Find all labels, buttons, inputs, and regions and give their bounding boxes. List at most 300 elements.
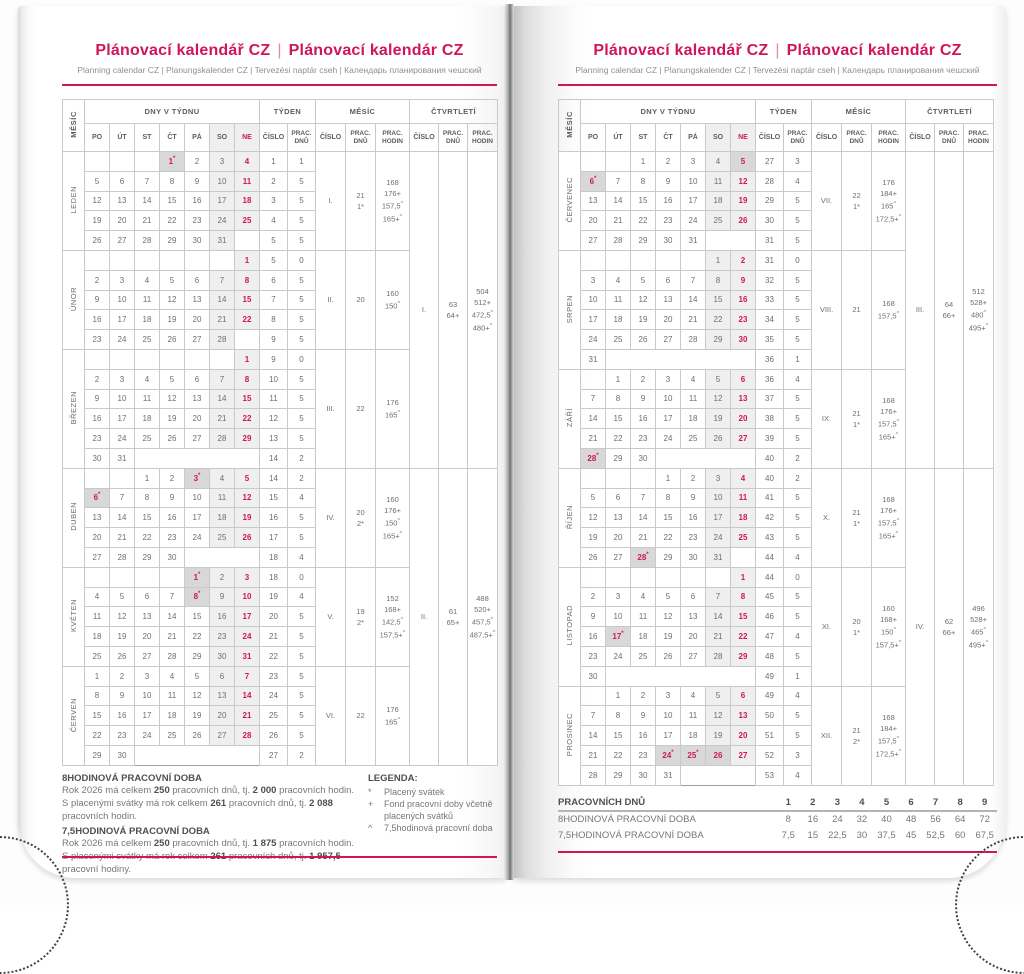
week-number-header: ČÍSLO	[756, 124, 784, 152]
month-label	[63, 666, 85, 765]
workdays-hours-footer	[558, 795, 997, 843]
day-cell: 21	[110, 528, 135, 548]
day-cell: 15	[235, 389, 260, 409]
day-cell: 6	[606, 488, 631, 508]
day-cell: 6	[656, 270, 681, 290]
decorative-element: *	[198, 571, 201, 578]
empty-days-region	[681, 765, 756, 785]
day-header-cell: SO	[706, 124, 731, 152]
quarter-hours-cell: 504 512+ 472,5^ 480+^	[468, 152, 498, 469]
quarter-group-header: ČTVRTLETÍ	[906, 100, 994, 124]
day-cell: 19	[235, 508, 260, 528]
decorative-element: MĚSÍC	[565, 111, 574, 138]
day-cell: 29	[706, 330, 731, 350]
day-cell: 31	[581, 349, 606, 369]
month-hours-cell: 160 168+ 150^ 157,5+^	[872, 567, 906, 686]
day-cell: 14	[581, 409, 606, 429]
day-cell: 28	[235, 726, 260, 746]
day-cell: 20	[681, 627, 706, 647]
empty-days-region	[731, 547, 756, 567]
week-number-cell: 11	[260, 389, 288, 409]
day-cell	[85, 349, 110, 369]
days-group-header: DNY V TÝDNU	[85, 100, 260, 124]
day-cell	[631, 250, 656, 270]
week-workdays-cell: 5	[784, 508, 812, 528]
decorative-element: ^	[896, 736, 900, 742]
month-number-cell: VIII.	[812, 250, 842, 369]
day-cell: 11	[706, 171, 731, 191]
day-cell: 16	[160, 508, 185, 528]
day-cell: 31	[681, 231, 706, 251]
week-workdays-cell: 4	[288, 488, 316, 508]
day-cell: 9	[731, 270, 756, 290]
day-cell: 14	[706, 607, 731, 627]
day-cell: 19	[631, 310, 656, 330]
decorative-element	[559, 124, 994, 152]
day-cell: 21	[135, 211, 160, 231]
week-number-cell: 22	[260, 646, 288, 666]
week-workdays-cell: 5	[784, 211, 812, 231]
day-cell: 19	[85, 211, 110, 231]
day-cell: 17	[210, 191, 235, 211]
day-cell	[581, 686, 606, 706]
day-cell: 17	[185, 508, 210, 528]
day-cell: 30	[631, 448, 656, 468]
day-cell: 9	[631, 706, 656, 726]
day-cell: 8	[606, 389, 631, 409]
day-cell: 23	[581, 646, 606, 666]
workdays-value-row	[558, 827, 997, 843]
day-cell: 28	[706, 646, 731, 666]
day-cell: 7	[110, 488, 135, 508]
day-cell: 25	[135, 330, 160, 350]
day-cell: 19	[160, 409, 185, 429]
day-cell: 14	[210, 389, 235, 409]
day-cell: 18	[210, 508, 235, 528]
month-label	[63, 349, 85, 468]
day-cell: 14	[631, 508, 656, 528]
workhours-count: 2 000	[252, 784, 277, 796]
day-cell: 17	[135, 706, 160, 726]
day-cell: 24	[656, 429, 681, 449]
decorative-element: ^	[898, 748, 902, 755]
work-time-line: Rok 2026 má celkem 250 pracovních dnů, tj. 2 000 pracovních hodin.	[62, 784, 355, 796]
legend-item	[368, 786, 496, 798]
day-cell: 18	[631, 627, 656, 647]
week-number-cell: 2	[260, 171, 288, 191]
decorative-element: ^	[985, 322, 989, 329]
day-cell	[135, 250, 160, 270]
day-cell: 31	[656, 765, 681, 785]
day-cell: 18	[235, 191, 260, 211]
day-cell: 19	[110, 627, 135, 647]
month-group-header: MĚSÍC	[812, 100, 906, 124]
decorative-element: ^	[895, 431, 899, 438]
quarter-hours-cell: 496 528+ 465^ 495+^	[964, 468, 994, 785]
day-cell: 5	[706, 369, 731, 389]
day-cell: 8	[235, 270, 260, 290]
day-cell: 28	[581, 765, 606, 785]
day-cell: 14	[210, 290, 235, 310]
day-cell: 27	[85, 547, 110, 567]
day-cell: 7	[631, 488, 656, 508]
day-cell: 29	[731, 646, 756, 666]
week-workdays-cell: 5	[288, 706, 316, 726]
week-workdays-cell: 5	[288, 409, 316, 429]
day-cell: 11	[681, 706, 706, 726]
week-workdays-cell: 5	[288, 429, 316, 449]
week-number-cell: 37	[756, 389, 784, 409]
decorative-element: *	[198, 591, 201, 598]
day-cell: 5	[160, 369, 185, 389]
decorative-element	[63, 152, 498, 766]
week-number-cell: 14	[260, 448, 288, 468]
day-header-cell: PO	[581, 124, 606, 152]
day-cell: 24	[210, 211, 235, 231]
day-cell: 29	[160, 231, 185, 251]
day-cell	[581, 152, 606, 172]
workdays-col-header: 2	[801, 795, 826, 811]
day-cell: 29	[85, 745, 110, 765]
day-cell: 24	[110, 429, 135, 449]
day-cell: 16	[656, 191, 681, 211]
week-number-cell: 12	[260, 409, 288, 429]
day-cell: 4	[135, 369, 160, 389]
month-workdays-cell: 21 1*	[842, 369, 872, 468]
day-cell	[606, 468, 631, 488]
day-cell: 26	[185, 726, 210, 746]
legend-item	[368, 822, 496, 834]
week-workdays-cell: 5	[288, 369, 316, 389]
month-number-cell: XI.	[812, 567, 842, 686]
day-header-cell: ČT	[656, 124, 681, 152]
week-workdays-cell: 0	[784, 567, 812, 587]
day-cell	[581, 468, 606, 488]
day-cell: 5	[631, 270, 656, 290]
day-cell: 10	[210, 171, 235, 191]
week-number-cell: 31	[756, 231, 784, 251]
empty-days-region	[606, 666, 756, 686]
month-number-cell: VI.	[316, 666, 346, 765]
month-hours-cell: 160 150^	[376, 250, 410, 349]
day-cell: 1	[631, 152, 656, 172]
day-cell: 26	[656, 646, 681, 666]
day-cell: 21	[631, 528, 656, 548]
empty-days-region	[135, 745, 260, 765]
day-cell: 22	[185, 627, 210, 647]
decorative-element: ^	[400, 617, 404, 624]
quarter-hours-cell: 488 520+ 457,5^ 487,5+^	[468, 468, 498, 765]
day-cell: 4	[85, 587, 110, 607]
day-cell: 3	[110, 369, 135, 389]
day-cell	[160, 250, 185, 270]
day-cell: 21	[606, 211, 631, 231]
day-cell: 16	[85, 409, 110, 429]
day-cell: 13	[731, 389, 756, 409]
day-cell: 8	[706, 270, 731, 290]
workdays-col-header: 8	[948, 795, 973, 811]
legend-items	[368, 786, 496, 834]
quarter-number-header: ČÍSLO	[410, 124, 439, 152]
day-cell: 12	[185, 686, 210, 706]
day-cell: 16	[631, 726, 656, 746]
workdays-col-header: 3	[825, 795, 850, 811]
decorative-element: ^	[898, 639, 902, 646]
week-workdays-cell: 5	[784, 706, 812, 726]
day-cell: 3*	[185, 468, 210, 488]
month-workdays-cell: 20 1*	[842, 567, 872, 686]
day-cell: 24	[235, 627, 260, 647]
day-cell: 16	[681, 508, 706, 528]
day-cell: 23	[681, 528, 706, 548]
month-number-cell: I.	[316, 152, 346, 251]
decorative-element: *	[198, 472, 201, 479]
day-cell: 28*	[581, 448, 606, 468]
day-cell: 27	[210, 726, 235, 746]
decorative-element: ^	[896, 518, 900, 525]
day-cell: 17	[235, 607, 260, 627]
quarter-hours-header: PRAC. HODIN	[964, 124, 994, 152]
decorative-element: ÚNOR	[69, 286, 78, 312]
day-cell: 6	[110, 171, 135, 191]
month-workdays-cell: 21 1*	[842, 468, 872, 567]
day-cell: 8*	[185, 587, 210, 607]
day-cell: 9	[581, 607, 606, 627]
day-cell: 29	[606, 765, 631, 785]
page-subtitle: Planning calendar CZ | Planungskalender CZ | Tervezési naptár cseh | Календарь планирования чешский	[575, 65, 980, 75]
week-workdays-cell: 4	[784, 547, 812, 567]
day-cell: 24	[606, 646, 631, 666]
quarter-workdays-cell: 63 64+	[439, 152, 468, 469]
decorative-element: ČERVEN	[69, 697, 78, 732]
week-workdays-cell: 2	[288, 468, 316, 488]
week-workdays-cell: 0	[288, 250, 316, 270]
day-cell: 19	[731, 191, 756, 211]
day-cell: 19	[581, 528, 606, 548]
legend-text: 7,5hodinová pracovní doba	[384, 822, 493, 833]
day-cell: 13	[656, 290, 681, 310]
workhours-value: 48	[905, 814, 917, 825]
week-workdays-cell: 5	[288, 607, 316, 627]
month-label	[559, 250, 581, 369]
day-cell: 15	[135, 508, 160, 528]
month-hours-cell: 168 176+ 157,5^ 165+^	[872, 369, 906, 468]
day-cell: 5	[160, 270, 185, 290]
day-cell: 5	[110, 587, 135, 607]
day-cell: 8	[135, 488, 160, 508]
day-cell: 4	[135, 270, 160, 290]
day-cell: 25	[235, 211, 260, 231]
day-cell: 26	[731, 211, 756, 231]
day-cell	[185, 349, 210, 369]
legend-text: Fond pracovní doby včetně placených svátků	[384, 798, 493, 821]
week-number-cell: 49	[756, 686, 784, 706]
day-cell: 17*	[606, 627, 631, 647]
day-cell: 6*	[85, 488, 110, 508]
quarter-number-cell: II.	[410, 468, 439, 765]
calendar-week-row	[559, 152, 994, 172]
work-time-section-title: 7,5HODINOVÁ PRACOVNÍ DOBA	[62, 825, 210, 837]
day-cell: 1	[731, 567, 756, 587]
month-label	[559, 152, 581, 251]
day-cell: 24	[681, 211, 706, 231]
workhours-value: 24	[832, 814, 843, 825]
week-number-cell: 23	[260, 666, 288, 686]
month-hours-header: PRAC. HODIN	[376, 124, 410, 152]
week-number-cell: 9	[260, 349, 288, 369]
day-cell: 11	[731, 488, 756, 508]
week-number-cell: 19	[260, 587, 288, 607]
workhours-value: 32	[856, 814, 868, 825]
day-cell: 16	[85, 310, 110, 330]
day-cell: 5	[185, 666, 210, 686]
week-workdays-cell: 4	[784, 765, 812, 785]
day-cell: 14	[135, 191, 160, 211]
week-workdays-cell: 1	[288, 152, 316, 172]
day-cell: 22	[160, 211, 185, 231]
day-cell: 9	[681, 488, 706, 508]
day-cell: 7	[210, 369, 235, 389]
day-cell: 22	[631, 211, 656, 231]
day-cell: 9	[160, 488, 185, 508]
day-cell: 8	[235, 369, 260, 389]
decorative-element: ^	[397, 410, 401, 417]
day-cell: 15	[606, 409, 631, 429]
week-workdays-cell: 5	[288, 330, 316, 350]
week-number-cell: 18	[260, 547, 288, 567]
day-cell: 23	[731, 310, 756, 330]
week-number-cell: 4	[260, 211, 288, 231]
day-cell: 17	[681, 191, 706, 211]
day-cell	[135, 349, 160, 369]
workdays-hours-table	[558, 795, 997, 843]
day-cell: 25	[210, 528, 235, 548]
day-cell: 27	[606, 547, 631, 567]
decorative-element: ^	[893, 627, 897, 634]
workdays-col-header: 9	[972, 795, 997, 811]
day-header-cell: NE	[731, 124, 756, 152]
month-label	[559, 686, 581, 785]
day-cell: 21	[160, 627, 185, 647]
week-number-cell: 25	[260, 706, 288, 726]
week-number-cell: 44	[756, 567, 784, 587]
week-number-cell: 38	[756, 409, 784, 429]
day-cell: 25	[731, 528, 756, 548]
day-cell: 27	[731, 745, 756, 765]
day-cell: 12	[110, 607, 135, 627]
week-workdays-cell: 4	[784, 686, 812, 706]
day-cell: 15	[235, 290, 260, 310]
day-cell: 25	[706, 211, 731, 231]
day-cell: 30	[731, 330, 756, 350]
day-cell: 10	[606, 607, 631, 627]
day-cell: 27	[135, 646, 160, 666]
day-cell: 20	[606, 528, 631, 548]
day-cell: 20	[185, 409, 210, 429]
day-cell: 12	[631, 290, 656, 310]
week-workdays-cell: 5	[784, 409, 812, 429]
day-cell: 8	[160, 171, 185, 191]
decorative-element: ^	[490, 617, 494, 624]
week-number-cell: 30	[756, 211, 784, 231]
day-cell: 5	[581, 488, 606, 508]
day-cell: 11	[235, 171, 260, 191]
week-number-cell: 21	[260, 627, 288, 647]
day-cell: 3	[706, 468, 731, 488]
month-label	[559, 468, 581, 567]
quarter-group-header: ČTVRTLETÍ	[410, 100, 498, 124]
decorative-element: PROSINEC	[565, 712, 574, 757]
workhours-value: 64	[954, 814, 966, 825]
day-cell: 2	[631, 686, 656, 706]
week-number-cell: 40	[756, 468, 784, 488]
decorative-element: ^	[490, 310, 494, 317]
week-workdays-cell: 5	[784, 646, 812, 666]
decorative-element	[63, 124, 498, 152]
week-group-header: TÝDEN	[756, 100, 812, 124]
week-number-cell: 53	[756, 765, 784, 785]
month-column-header	[559, 100, 581, 152]
calendar-table-jan-jun	[62, 99, 498, 766]
week-workdays-cell: 4	[784, 369, 812, 389]
day-cell: 3	[110, 270, 135, 290]
day-cell: 11	[606, 290, 631, 310]
day-cell	[135, 567, 160, 587]
week-workdays-cell: 5	[288, 270, 316, 290]
quarter-hours-header: PRAC. HODIN	[468, 124, 498, 152]
legend-symbol: +	[368, 798, 374, 809]
day-cell: 8	[631, 171, 656, 191]
day-cell: 4	[606, 270, 631, 290]
day-cell: 10	[135, 686, 160, 706]
month-label	[559, 567, 581, 686]
workhours-value: 22,5	[828, 829, 847, 841]
week-number-cell: 27	[756, 152, 784, 172]
book-gutter	[504, 4, 514, 880]
day-cell: 26	[706, 429, 731, 449]
day-cell	[110, 250, 135, 270]
day-cell: 7	[235, 666, 260, 686]
decorative-element	[559, 100, 994, 124]
day-cell: 3	[581, 270, 606, 290]
week-workdays-cell: 5	[784, 389, 812, 409]
decorative-element: *	[696, 749, 699, 756]
week-number-cell: 46	[756, 607, 784, 627]
day-cell: 30	[210, 646, 235, 666]
quarter-workdays-cell: 64 66+	[935, 152, 964, 469]
month-label	[63, 567, 85, 666]
week-number-cell: 8	[260, 310, 288, 330]
month-workdays-cell: 22	[346, 349, 376, 468]
day-cell: 10	[581, 290, 606, 310]
day-header-cell: NE	[235, 124, 260, 152]
day-cell: 13	[681, 607, 706, 627]
day-cell: 23	[85, 429, 110, 449]
week-number-cell: 13	[260, 429, 288, 449]
workhours-value: 8	[785, 814, 791, 825]
day-cell: 3	[210, 152, 235, 172]
day-cell: 30	[85, 448, 110, 468]
day-cell	[85, 567, 110, 587]
week-number-cell: 5	[260, 231, 288, 251]
month-workdays-cell: 22	[346, 666, 376, 765]
header-divider	[62, 84, 497, 86]
day-cell: 7	[160, 587, 185, 607]
week-group-header: TÝDEN	[260, 100, 316, 124]
month-hours-cell: 176 165^	[376, 666, 410, 765]
week-number-cell: 17	[260, 528, 288, 548]
month-workdays-cell: 19 2*	[346, 567, 376, 666]
